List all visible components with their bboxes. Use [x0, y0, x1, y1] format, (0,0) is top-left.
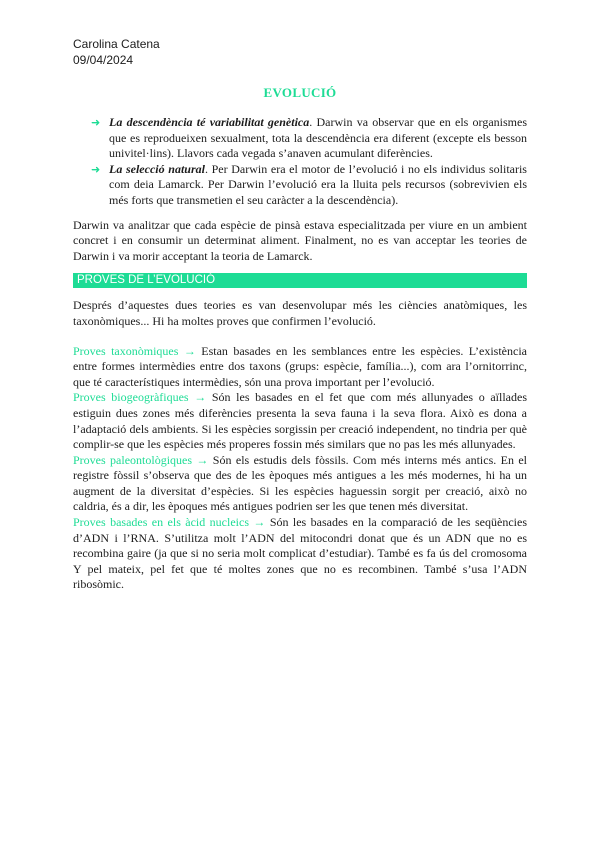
page-title: EVOLUCIÓ — [263, 85, 337, 100]
section-intro: Després d’aquestes dues teories es van desenvolupar més les ciències anatòmiques, les taxonòmiques... Hi ha moltes proves que confirmen l’evolució. — [73, 298, 527, 328]
proof-item — [73, 515, 527, 593]
proof-text: Són les basades en la comparació de les seqüències d’ADN i l’RNA. S’utilitza molt l’ADN del mitocondri donat que és un ADN que no es recombina gaire (ja que si no seria molt complicat d’estudiar). També es fa ús del cromosoma Y pel mateix, pel fet que té moltes zones que no es recombinen. També s’usa l’ADN ribosòmic. — [73, 515, 527, 592]
proof-label: Proves taxonòmiques → — [73, 343, 196, 358]
bullet-lead: La selecció natural — [109, 161, 205, 176]
proof-text: Estan basades en les semblances entre les espècies. L’existència entre formes intermèdies entre dos taxons (grups: espècie, família...), com ara l’ornitorrinc, que té característiques intermèdies, són una prova important per l’evolució. — [73, 343, 527, 389]
document-page — [73, 36, 527, 593]
arrow-right-icon: ➜ — [91, 162, 101, 176]
proof-item — [73, 390, 527, 452]
bullet-lead: La descendència té variabilitat genètica — [109, 115, 310, 129]
proof-item — [73, 344, 527, 391]
author-name: Carolina Catena — [73, 37, 160, 51]
darwin-paragraph: Darwin va analitzar que cada espècie de pinsà estava especialitzada per viure en un ambient concret i en consumir un determinat aliment. Finalment, no es van acceptar les teories de Darwin i va morir acceptant la teoria de Lamarck. — [73, 217, 527, 263]
document-date: 09/04/2024 — [73, 53, 134, 67]
document-header — [73, 36, 527, 68]
proof-text: Són les basades en el fet que com més allunyades o aïllades estiguin dues zones més diferències presenta la seva fauna i la seva flora. Això es dona a l’adaptació dels ambients. Si les espècies sorgissin per creació independent, no tindria per què complir-se que les espècies més properes fossin més similars que no pas les més allunyades. — [73, 390, 527, 452]
proof-label: Proves biogeogràfiques → — [73, 390, 207, 405]
bullet-text: . Darwin va observar que en els organismes que es reprodueixen sexualment, tota la descendència era diferent (excepte els besson univitel·lins). Llavors cada vegada s’anaven acumulant diferències. — [109, 115, 527, 161]
bullet-text: . Per Darwin era el motor de l’evolució i no els individus solitaris com deia Lamarck. Per Darwin l’evolució era la lluita pels recursos (sobrevivien els més forts que transmetien el seu caràcter a la descendència). — [109, 161, 527, 207]
arrow-right-icon: ➜ — [91, 116, 101, 129]
proof-item — [73, 453, 527, 515]
section-heading: PROVES DE L’EVOLUCIÓ — [73, 273, 527, 288]
proof-label: Proves basades en els àcid nucleics → — [73, 515, 266, 530]
list-item — [91, 115, 527, 162]
theory-list — [73, 115, 527, 209]
proofs-list — [73, 344, 527, 594]
proof-label: Proves paleontològiques → — [73, 452, 209, 467]
proof-text: Són els estudis dels fòssils. Com més interns més antics. En el registre fòssil s’observa que des de les èpoques més antigues a les més modernes, hi ha un augment de la diversitat d’espècies. Si les espècies haguessin sorgit per creació, això no caldria, és a dir, les èpoques més antigues podrien ser les que tenen més diversitat. — [73, 452, 527, 514]
list-item — [91, 162, 527, 209]
